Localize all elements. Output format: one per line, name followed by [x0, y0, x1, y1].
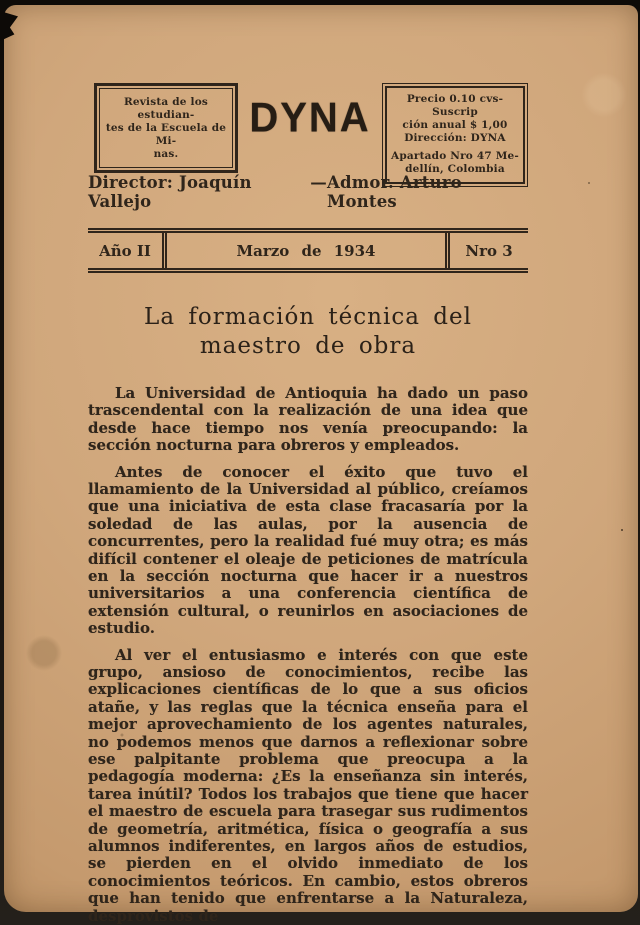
administrator-name: Admor. Arturo Montes — [327, 173, 462, 211]
scanned-page — [4, 5, 638, 925]
article-paragraph-1: La Universidad de Antioquia ha dado un paso trascendental con la realización de una idea que desde hace tiempo nos venía preocupando: la sección nocturna para obreros y empleados. — [88, 383, 528, 455]
publisher-line-1: Revista de los estudian- — [123, 96, 209, 121]
issue-bar — [88, 228, 528, 273]
issue-date: Marzo de 1934 — [162, 233, 450, 268]
staff-line — [88, 173, 528, 211]
publisher-box-inner — [99, 88, 233, 168]
info-line-city: dellín, Colombia — [405, 163, 505, 175]
info-line-direccion: Dirección: DYNA — [404, 132, 506, 144]
article-paragraph-2: Antes de conocer el éxito que tuvo el llamamiento de la Universidad al público, creíamos que una iniciativa de esta clase fracasaría por la soledad de las aulas, por la ausencia de concurrentes, pero la realidad fué muy otra; es más difícil contener el oleaje de peticiones de matrícula en la sección nocturna que hacer ir a nuestros universitarios a una conferencia científica de extensión cultural, o reunirlos en asociaciones de estudio. — [88, 462, 528, 638]
page-content — [88, 83, 528, 925]
issue-year: Año II — [99, 242, 151, 260]
director-name: Director: Joaquín Vallejo — [88, 173, 252, 211]
masthead-title: DYNA — [249, 95, 371, 141]
issue-number: Nro 3 — [465, 242, 513, 260]
info-line-price: Precio 0.10 cvs- Suscrip — [406, 93, 504, 118]
article-title — [88, 303, 528, 362]
info-line-annual: ción anual $ 1,00 — [402, 119, 508, 131]
staff-separator-dash: — — [310, 173, 327, 192]
publisher-line-2: tes de la Escuela de Mi- — [105, 122, 227, 147]
info-line-apartado: Apartado Nro 47 Me- — [391, 150, 519, 162]
publisher-box — [94, 83, 238, 173]
article-body — [88, 385, 528, 925]
publisher-line-3: nas. — [153, 148, 179, 160]
article-title-line-2: maestro de obra — [199, 333, 417, 360]
article-paragraph-3: Al ver el entusiasmo e interés con que este grupo, ansioso de conocimientos, recibe las explicaciones científicas de lo que a sus oficios atañe, y las reglas que la técnica enseña para el mejor aprovechamiento de los agentes naturales, no podemos menos que darnos a reflexionar sobre ese palpitante problema que preocupa a la pedagogía moderna: ¿Es la enseñanza sin interés, tarea inútil? Todos los trabajos que tiene que hacer el maestro de escuela para trasegar sus rudimentos de geometría, aritmética, física o geografía a sus alumnos indiferentes, en largos años de estudios, se pierden en el olvido inmediato de los conocimientos teóricos. En cambio, estos obreros que han tenido que enfrentarse a la Naturaleza, desprovistos de — [88, 645, 528, 925]
subscription-info-box-inner — [385, 86, 525, 184]
subscription-info-box — [382, 83, 528, 187]
masthead — [88, 83, 528, 175]
article-title-line-1: La formación técnica del — [144, 304, 472, 330]
